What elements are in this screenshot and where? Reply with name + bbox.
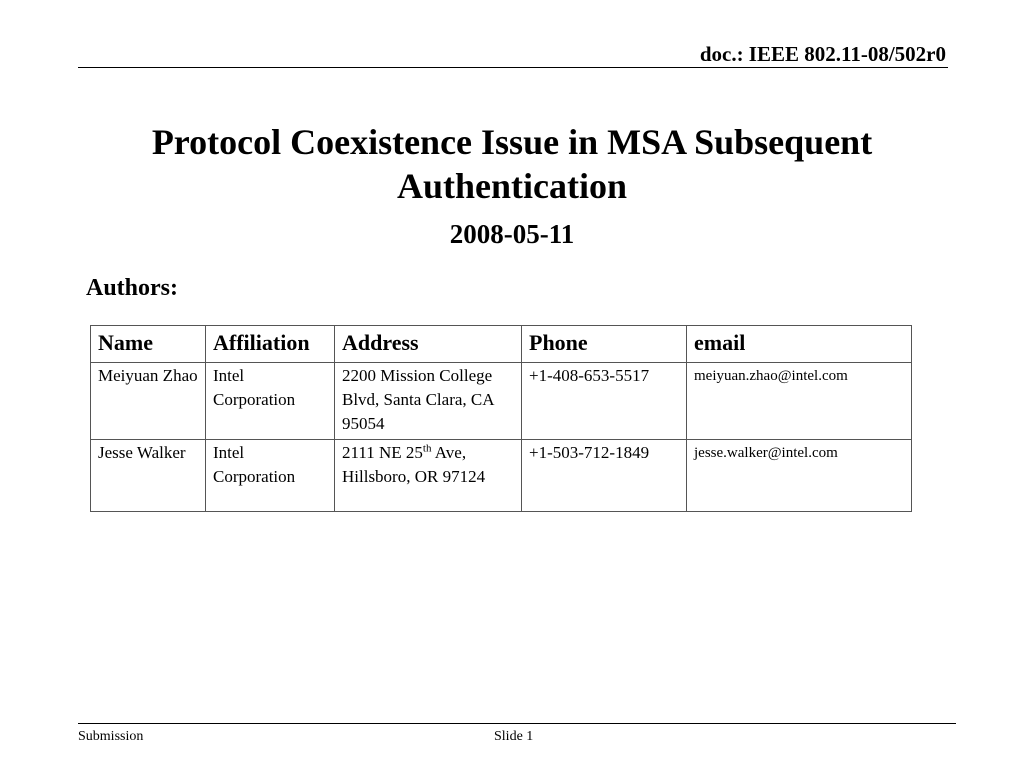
- author-name: Meiyuan Zhao: [91, 363, 206, 440]
- title-line-2: Authentication: [396, 166, 627, 206]
- table-row: [91, 363, 912, 440]
- header-rule: [78, 67, 948, 68]
- author-email: jesse.walker@intel.com: [687, 440, 912, 512]
- author-phone: +1-503-712-1849: [522, 440, 687, 512]
- authors-label: Authors:: [86, 275, 179, 301]
- footer-rule: [78, 723, 956, 724]
- column-header-phone: Phone: [522, 326, 687, 363]
- table-header-row: [91, 326, 912, 363]
- document-id: doc.: IEEE 802.11-08/502r0: [699, 42, 946, 66]
- footer-slide-number: Slide 1: [494, 729, 534, 744]
- author-affiliation: Intel Corporation: [206, 440, 335, 512]
- author-address: [335, 440, 522, 512]
- address-part: Ave, Hillsboro, OR 97124: [342, 443, 486, 486]
- slide-title: [0, 120, 1024, 208]
- footer-submission: Submission: [78, 729, 144, 744]
- authors-table: [90, 325, 912, 512]
- table-row: [91, 440, 912, 512]
- slide-date: 2008-05-11: [449, 219, 575, 249]
- ordinal-suffix: th: [422, 442, 432, 455]
- column-header-address: Address: [335, 326, 522, 363]
- column-header-name: Name: [91, 326, 206, 363]
- column-header-email: email: [687, 326, 912, 363]
- column-header-affiliation: Affiliation: [206, 326, 335, 363]
- address-part: 2111 NE 25: [342, 443, 423, 462]
- author-affiliation: Intel Corporation: [206, 363, 335, 440]
- author-phone: +1-408-653-5517: [522, 363, 687, 440]
- author-address: 2200 Mission College Blvd, Santa Clara, CA 95054: [335, 363, 522, 440]
- author-email: meiyuan.zhao@intel.com: [687, 363, 912, 440]
- author-name: Jesse Walker: [91, 440, 206, 512]
- title-line-1: Protocol Coexistence Issue in MSA Subsequent: [151, 122, 873, 162]
